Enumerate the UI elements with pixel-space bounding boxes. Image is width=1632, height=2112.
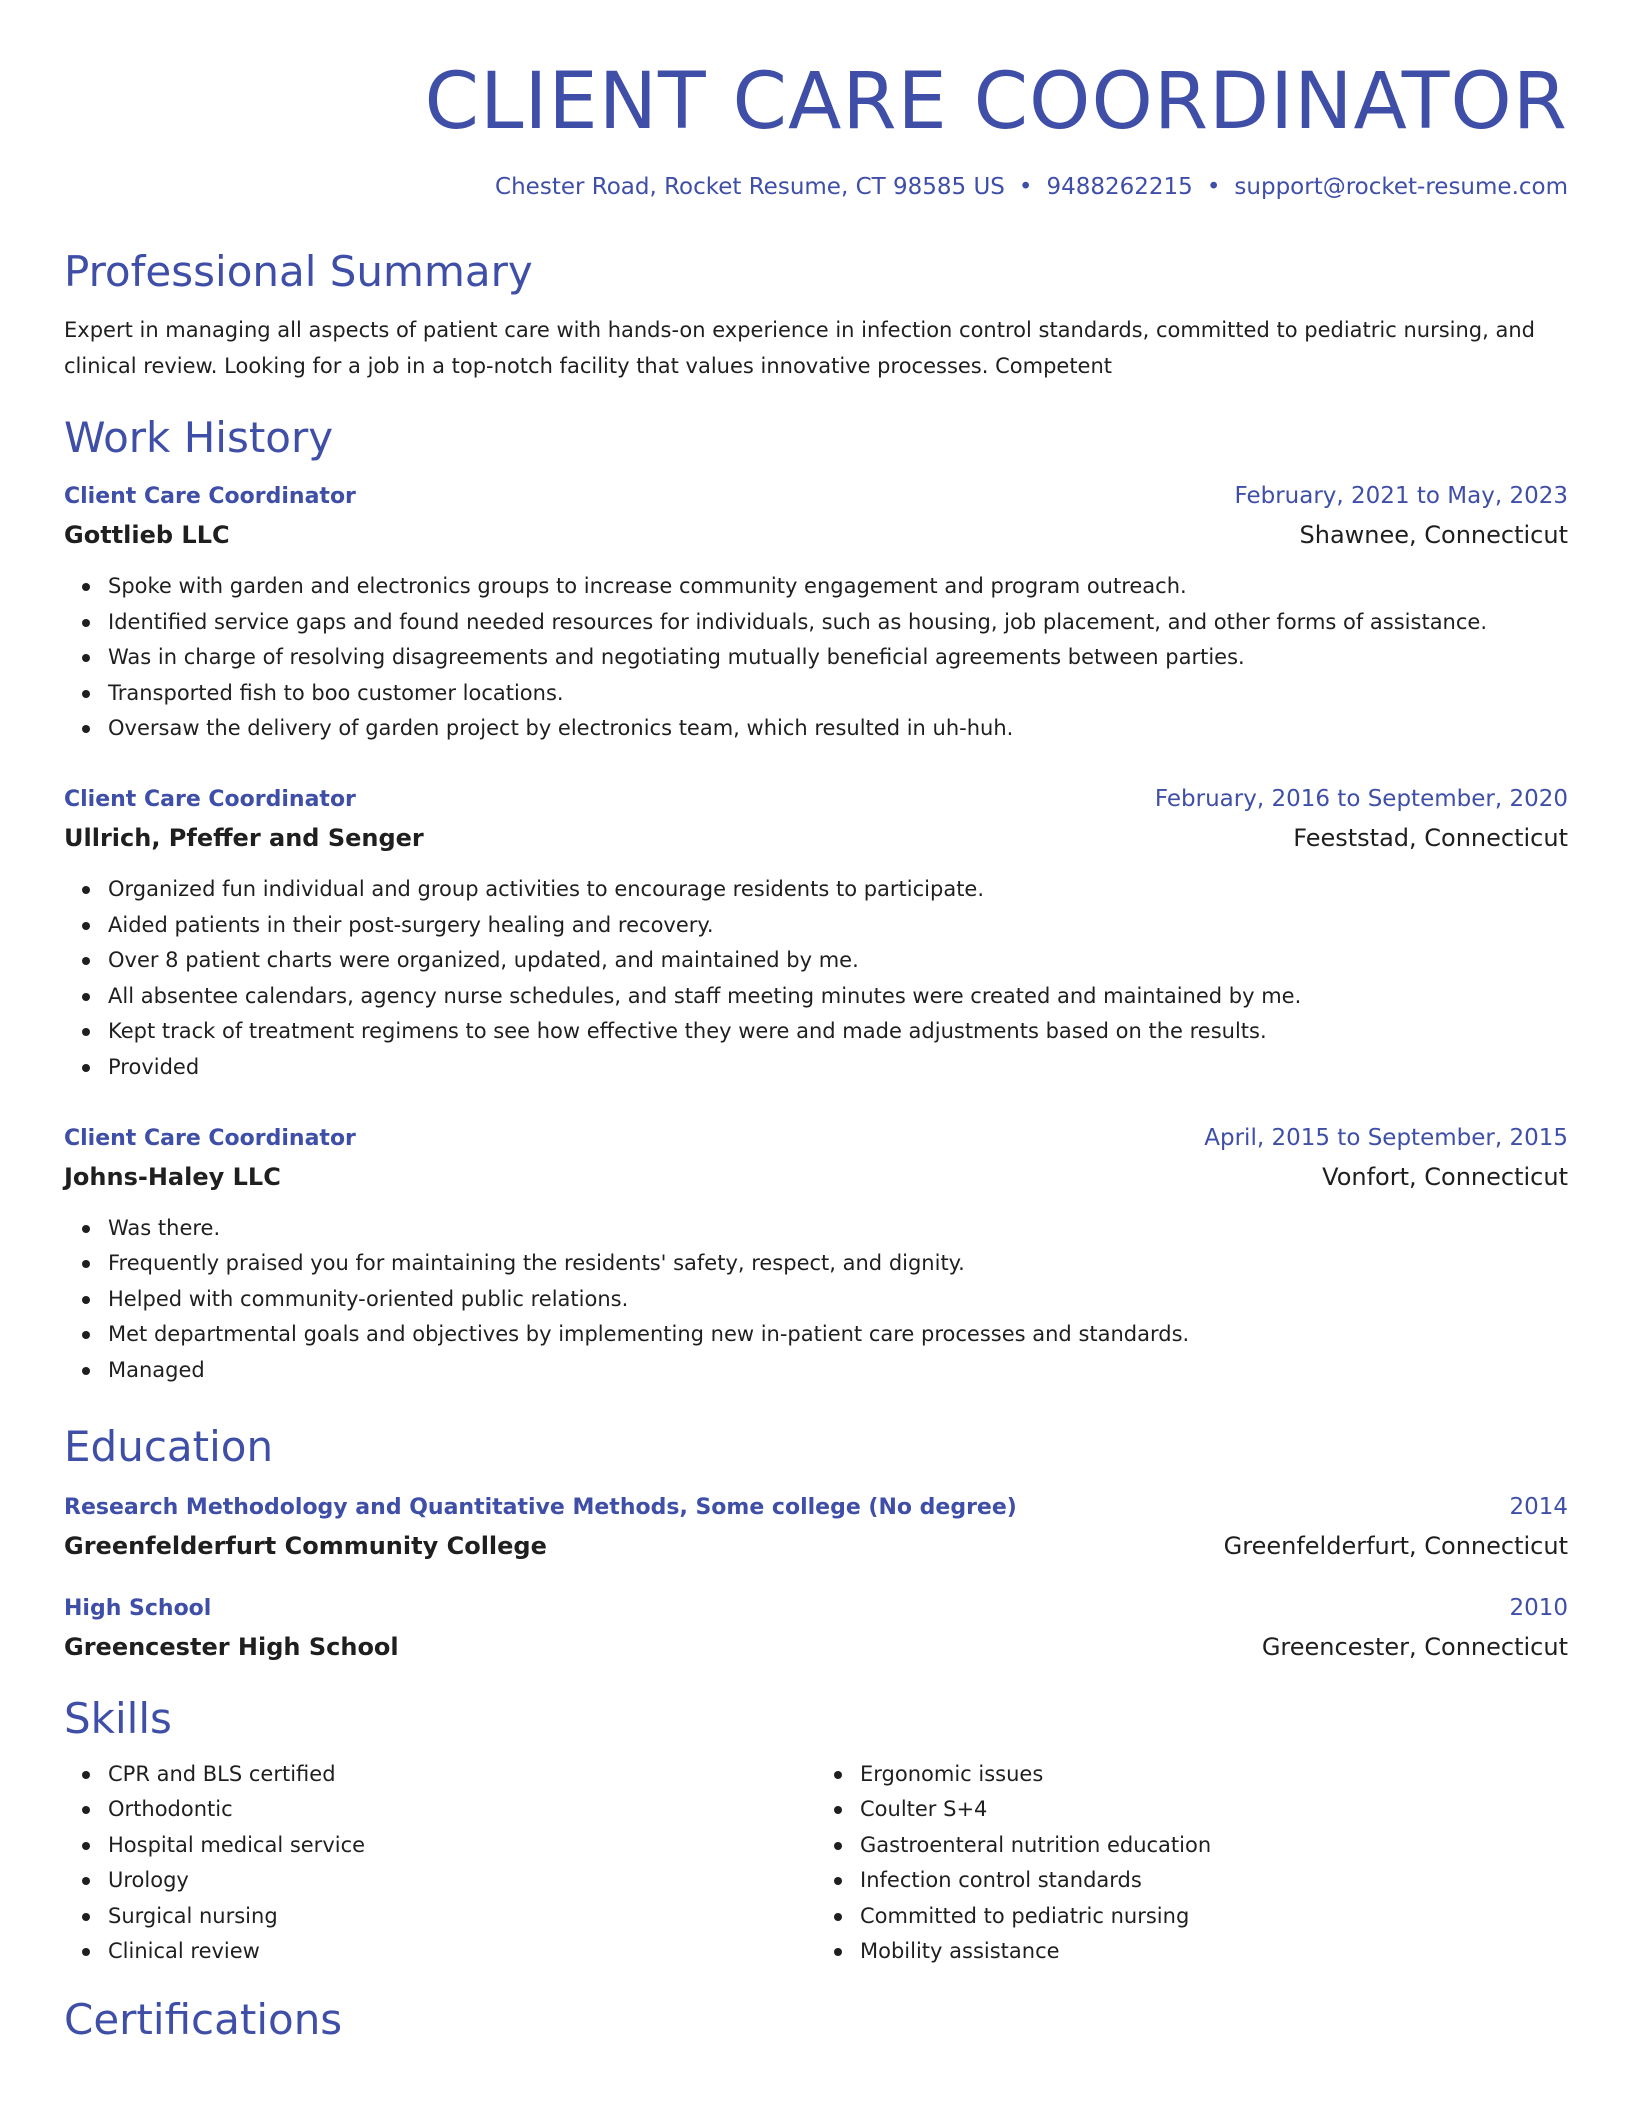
degree-title: High School bbox=[64, 1595, 212, 1621]
bullet-item: Helped with community-oriented public relations. bbox=[108, 1282, 1568, 1318]
company-name: Johns-Haley LLC bbox=[64, 1162, 281, 1191]
skills-list-left bbox=[64, 1757, 816, 1971]
education-year: 2010 bbox=[1509, 1594, 1568, 1621]
contact-line bbox=[64, 172, 1568, 202]
skill-item: CPR and BLS certified bbox=[108, 1757, 816, 1793]
job-location: Vonfort, Connecticut bbox=[1322, 1162, 1568, 1191]
bullet-item: Aided patients in their post-surgery healing and recovery. bbox=[108, 908, 1568, 944]
work-history-heading: Work History bbox=[64, 413, 334, 462]
skill-item: Infection control standards bbox=[860, 1863, 1568, 1899]
job-dates: April, 2015 to September, 2015 bbox=[1204, 1124, 1568, 1151]
bullet-item: Oversaw the delivery of garden project by electronics team, which resulted in uh-huh. bbox=[108, 711, 1568, 747]
work-entry bbox=[64, 478, 1568, 747]
bullet-item: Managed bbox=[108, 1353, 1568, 1389]
bullet-item: Frequently praised you for maintaining the residents' safety, respect, and dignity. bbox=[108, 1246, 1568, 1282]
bullet-item: Kept track of treatment regimens to see how effective they were and made adjustments based on the results. bbox=[108, 1014, 1568, 1050]
job-location: Feeststad, Connecticut bbox=[1293, 823, 1568, 852]
education-heading: Education bbox=[64, 1421, 274, 1471]
school-location: Greencester, Connecticut bbox=[1261, 1632, 1568, 1661]
education-entry bbox=[64, 1590, 1568, 1667]
education-year: 2014 bbox=[1509, 1493, 1568, 1520]
bullet-item: Was in charge of resolving disagreements and negotiating mutually beneficial agreements between parties. bbox=[108, 640, 1568, 676]
bullet-item: Provided bbox=[108, 1050, 1568, 1086]
job-bullets bbox=[64, 872, 1568, 1086]
job-location: Shawnee, Connecticut bbox=[1299, 521, 1568, 549]
skills-columns bbox=[64, 1757, 1568, 1971]
degree-title: Research Methodology and Quantitative Methods, Some college (No degree) bbox=[64, 1494, 1017, 1520]
work-entry bbox=[64, 781, 1568, 1086]
skill-item: Coulter S+4 bbox=[860, 1792, 1568, 1828]
school-location: Greenfelderfurt, Connecticut bbox=[1223, 1531, 1568, 1560]
contact-phone: 9488262215 bbox=[1046, 174, 1193, 200]
bullet-item: Spoke with garden and electronics groups to increase community engagement and program outreach. bbox=[108, 569, 1568, 605]
company-name: Ullrich, Pfeffer and Senger bbox=[64, 823, 424, 852]
job-bullets bbox=[64, 1211, 1568, 1389]
contact-address: Chester Road, Rocket Resume, CT 98585 US bbox=[495, 174, 1005, 200]
company-name: Gottlieb LLC bbox=[64, 521, 230, 549]
bullet-item: Over 8 patient charts were organized, updated, and maintained by me. bbox=[108, 943, 1568, 979]
contact-email: support@rocket-resume.com bbox=[1234, 174, 1568, 200]
skill-item: Orthodontic bbox=[108, 1792, 816, 1828]
job-title: Client Care Coordinator bbox=[64, 786, 356, 812]
contact-separator: • bbox=[1206, 174, 1221, 200]
school-name: Greencester High School bbox=[64, 1632, 399, 1661]
certifications-heading: Certifications bbox=[64, 1995, 343, 2045]
resume-name: CLIENT CARE COORDINATOR bbox=[424, 57, 1568, 147]
skill-item: Surgical nursing bbox=[108, 1899, 816, 1935]
skills-heading: Skills bbox=[64, 1693, 172, 1743]
skill-item: Committed to pediatric nursing bbox=[860, 1899, 1568, 1935]
skill-item: Hospital medical service bbox=[108, 1828, 816, 1864]
summary-text: Expert in managing all aspects of patient care with hands-on experience in infection control standards, committed to pediatric nursing, and clinical review. Looking for a job in a top-notch facility that values innovative processes. Competent bbox=[64, 318, 1535, 378]
bullet-item: Identified service gaps and found needed resources for individuals, such as housing, job placement, and other forms of assistance. bbox=[108, 605, 1568, 641]
bullet-item: Organized fun individual and group activities to encourage residents to participate. bbox=[108, 872, 1568, 908]
job-title: Client Care Coordinator bbox=[64, 484, 356, 509]
work-entry bbox=[64, 1120, 1568, 1389]
school-name: Greenfelderfurt Community College bbox=[64, 1531, 547, 1560]
skill-item: Urology bbox=[108, 1863, 816, 1899]
summary-heading: Professional Summary bbox=[64, 247, 533, 296]
skills-list-right bbox=[816, 1757, 1568, 1971]
skill-item: Ergonomic issues bbox=[860, 1757, 1568, 1793]
bullet-item: Met departmental goals and objectives by implementing new in-patient care processes and standards. bbox=[108, 1317, 1568, 1353]
skill-item: Gastroenteral nutrition education bbox=[860, 1828, 1568, 1864]
education-entry bbox=[64, 1489, 1568, 1566]
bullet-item: Transported fish to boo customer locations. bbox=[108, 676, 1568, 712]
bullet-item: Was there. bbox=[108, 1211, 1568, 1247]
skill-item: Clinical review bbox=[108, 1934, 816, 1970]
contact-separator: • bbox=[1018, 174, 1033, 200]
skill-item: Mobility assistance bbox=[860, 1934, 1568, 1970]
job-bullets bbox=[64, 569, 1568, 747]
job-dates: February, 2021 to May, 2023 bbox=[1234, 483, 1568, 509]
job-title: Client Care Coordinator bbox=[64, 1125, 356, 1151]
bullet-item: All absentee calendars, agency nurse schedules, and staff meeting minutes were created and maintained by me. bbox=[108, 979, 1568, 1015]
job-dates: February, 2016 to September, 2020 bbox=[1154, 785, 1568, 812]
